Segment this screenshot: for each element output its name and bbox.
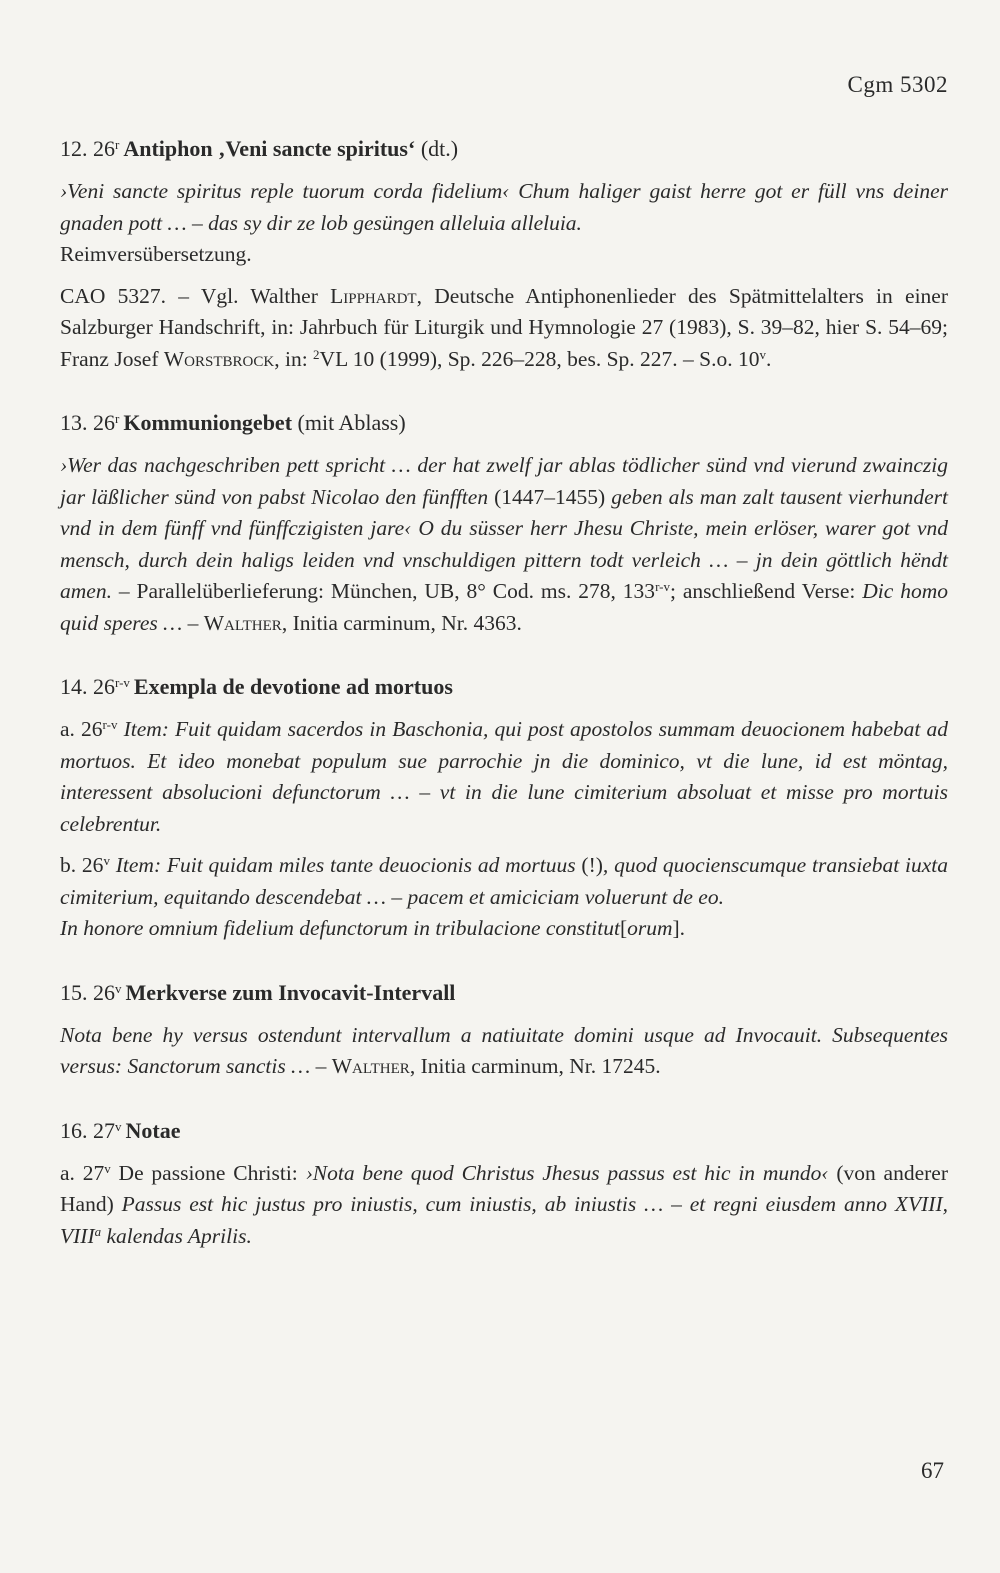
entry-number: 16. 27$^v$ — [60, 1117, 122, 1143]
bibliography: CAO 5327. – Vgl. Walther Lipphardt, Deutsche Antiphonenlieder des Spätmittelalters in einer Salzburger Handschrift, in: Jahrbuch für Liturgik und Hymnologie 27 (1983), S. 39–82, hier S. 54–69; Franz Josef Worstbrock, in: $^2$VL 10 (1999), Sp. 226–228, bes. Sp. 227. – S.o. 10$^v$. — [60, 283, 948, 371]
entry-title: Merkverse zum Invocavit-Intervall — [125, 979, 456, 1005]
catalog-content — [60, 133, 948, 1284]
entry-body: ›Wer das nachgeschriben pett spricht … der hat zwelf jar ablas tödlicher sünd vnd vierund zwainczig jar läßlicher sünd von pabst Nicolao den fünfften (1447–1455) geben als man zalt tausent vierhundert vnd in dem fünff vnd fünffczigisten jare‹ O du süsser herr Jhesu Christe, mein erlöser, warer got vnd mensch, durch dein haligs leiden vnd vnschuldigen pittern todt verleich … – jn dein göttlich hëndt amen. – Parallelüberlieferung: München, UB, 8° Cod. ms. 278, 133$^{r-v}$; anschließend Verse: Dic homo quid speres … – Walther, Initia carminum, Nr. 4363. — [60, 453, 948, 635]
entry-heading — [60, 133, 948, 164]
entry-title: Antiphon ‚Veni sancte spiritus‘ — [123, 136, 416, 161]
entry-heading — [60, 977, 948, 1008]
exemplum-a: a. 26$^{r-v}$ Item: Fuit quidam sacerdos in Baschonia, qui post apostolos summam deuocionem habebat ad mortuos. Et ideo monebat populum sue parrochie jn die dominico, vt die lune, id est möntag, interessent absolucioni defunctorum … – vt in die lune cimiterium absoluat et misse pro mortuis celebrentur. — [60, 717, 949, 836]
entry-15 — [60, 977, 948, 1083]
entry-number: 13. 26$^r$ — [60, 410, 120, 435]
entry-suffix: (dt.) — [415, 136, 459, 161]
entry-heading — [60, 671, 948, 702]
entry-number: 12. 26$^r$ — [60, 136, 120, 161]
entry-number: 14. 26$^{r-v}$ — [60, 674, 130, 699]
entry-12 — [60, 133, 948, 375]
incipit-text: ›Veni sancte spiritus reple tuorum corda fidelium‹ Chum haliger gaist herre got er füll vns deiner gnaden pott … – das sy dir ze lob gesüngen alleluia alleluia. Reimversübersetzung. — [60, 179, 948, 266]
entry-suffix: (mit Ablass) — [292, 410, 406, 435]
page-number: 67 — [921, 1458, 944, 1483]
folio-sup: v — [115, 980, 122, 996]
folio-sup: v — [115, 1118, 122, 1134]
entry-title: Kommuniongebet — [123, 410, 293, 435]
entry-title: Notae — [125, 1117, 181, 1143]
folio-sup: r-v — [115, 675, 130, 690]
folio-sup: r — [115, 137, 120, 152]
entry-13 — [60, 407, 948, 639]
entry-body: Nota bene hy versus ostendunt intervallum a natiuitate domini usque ad Invocauit. Subsequentes versus: Sanctorum sanctis … – Walther, Initia carminum, Nr. 17245. — [60, 1022, 948, 1078]
entry-heading — [60, 1115, 948, 1146]
entry-heading — [60, 407, 948, 438]
exemplum-b: b. 26$^v$ Item: Fuit quidam miles tante deuocionis ad mortuus (!), quod quocienscumque transiebat iuxta cimiterium, equitando descendebat … – pacem et amiciciam voluerunt de eo. In honore omnium fidelium defunctorum in tribulacione constitut[orum]. — [60, 853, 948, 940]
entry-number: 15. 26$^v$ — [60, 979, 122, 1005]
folio-sup: r — [115, 411, 120, 426]
running-head: Cgm 5302 — [847, 72, 948, 97]
entry-14 — [60, 671, 948, 945]
entry-title: Exempla de devotione ad mortuos — [133, 674, 453, 699]
book-page — [60, 0, 948, 1573]
entry-16 — [60, 1115, 948, 1253]
nota-a: a. 27$^v$ De passione Christi: ›Nota bene quod Christus Jhesus passus est hic in mundo‹ (von anderer Hand) Passus est hic justus pro iniustis, cum iniustis, ab iniustis … – et regni eiusdem anno XVIII, VIII$^a$ kalendas Aprilis. — [60, 1160, 949, 1248]
